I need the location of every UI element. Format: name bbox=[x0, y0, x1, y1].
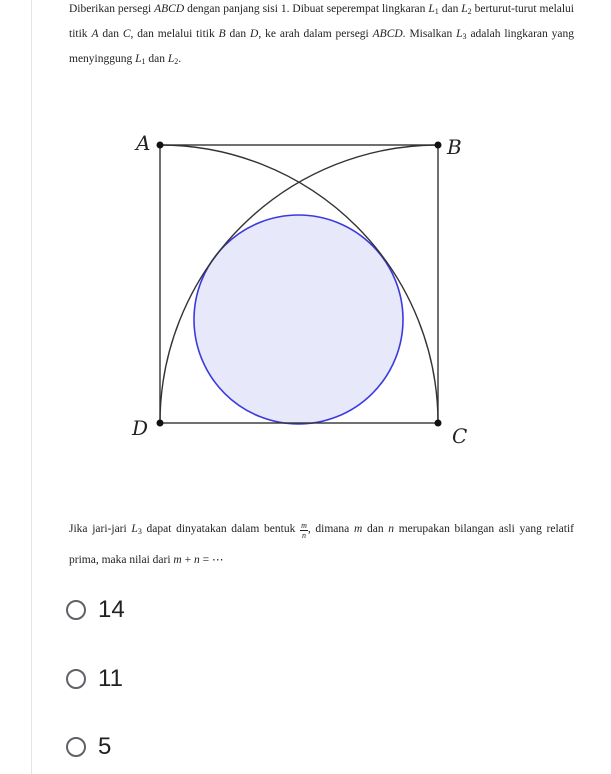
point-D bbox=[157, 420, 164, 427]
inscribed-circle-L3 bbox=[194, 215, 403, 424]
radio-button[interactable] bbox=[66, 600, 86, 620]
question-prompt: Jika jari-jari $L_3$ dapat dinyatakan dalam bentuk $\frac{m}{n}$ , dimana m dan n merupakan bilangan asli yang relatif prima, maka nilai dari m + n = ⋯ bbox=[69, 521, 574, 566]
option-label: 5 bbox=[98, 733, 112, 760]
answer-option-2[interactable] bbox=[62, 662, 123, 696]
fraction-m-over-n: $\frac{m}{n}$ bbox=[301, 521, 307, 540]
radio-button[interactable] bbox=[66, 669, 86, 689]
point-C bbox=[435, 420, 442, 427]
geometry-figure bbox=[120, 125, 500, 455]
content-border bbox=[31, 0, 32, 774]
answer-option-1[interactable] bbox=[62, 593, 125, 627]
label-B: B bbox=[447, 135, 462, 159]
option-label: 14 bbox=[98, 596, 125, 623]
radio-button[interactable] bbox=[66, 737, 86, 757]
option-label: 11 bbox=[98, 665, 123, 692]
point-B bbox=[435, 142, 442, 149]
label-A: A bbox=[136, 131, 151, 155]
answer-option-3[interactable] bbox=[62, 730, 111, 764]
label-D: D bbox=[132, 416, 149, 440]
point-A bbox=[157, 142, 164, 149]
label-C: C bbox=[452, 424, 468, 448]
question-intro: Diberikan persegi ABCD dengan panjang sisi 1. Dibuat seperempat lingkaran $L_1$ dan $L_2$ berturut-turut melalui titik A dan C, dan melalui titik B dan D, ke arah dalam persegi ABCD. Misalkan $L_3$ adalah lingkaran yang menyinggung $L_1$ dan $L_2$. bbox=[69, 3, 575, 66]
